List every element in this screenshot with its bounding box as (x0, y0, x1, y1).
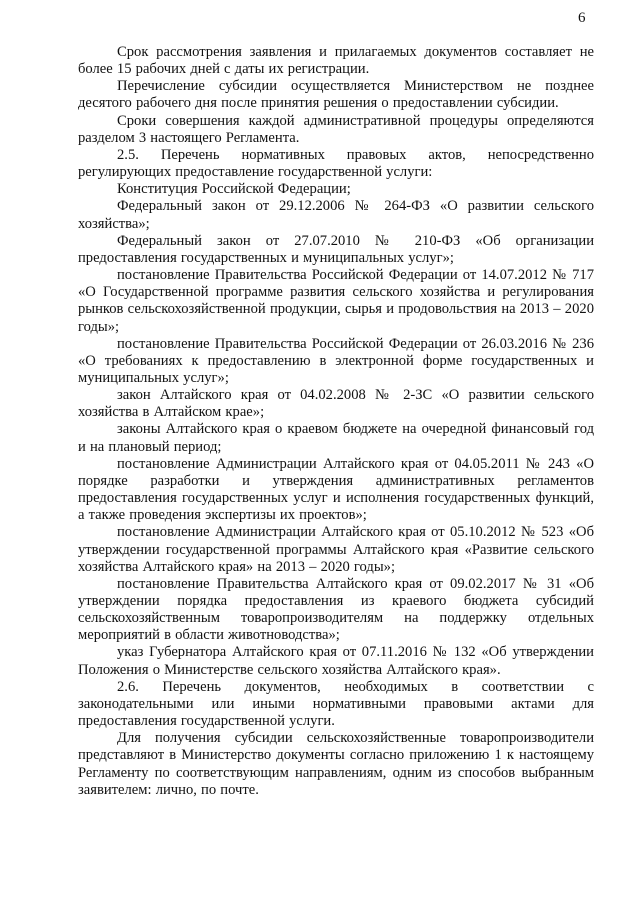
document-body (78, 44, 594, 799)
paragraph: закон Алтайского края от 04.02.2008 № 2-ЗС «О развитии сельского хозяйства в Алтайском крае»; (78, 387, 594, 421)
paragraph: постановление Правительства Российской Федерации от 14.07.2012 № 717 «О Государственной программе развития сельского хозяйства и регулирования рынков сельскохозяйственной продукции, сырья и продовольствия на 2013 – 2020 годы»; (78, 267, 594, 335)
paragraph: Федеральный закон от 27.07.2010 № 210-ФЗ «Об организации предоставления государственных и муниципальных услуг»; (78, 232, 594, 266)
paragraph: постановление Правительства Алтайского края от 09.02.2017 № 31 «Об утверждении порядка предоставления из краевого бюджета субсидий сельскохозяйственным товаропроизводителям на поддержку отдельных мероприятий в области животноводства»; (78, 575, 594, 644)
paragraph: Сроки совершения каждой административной процедуры определяются разделом 3 настоящего Регламента. (78, 112, 594, 146)
paragraph: постановление Администрации Алтайского края от 04.05.2011 № 243 «О порядке разработки и утверждения административных регламентов предоставления государственных услуг и исполнения государственных функций, а также проведения экспертизы их проектов»; (78, 455, 594, 524)
paragraph: Конституция Российской Федерации; (117, 181, 351, 198)
section-heading-2-6: 2.6. Перечень документов, необходимых в соответствии с законодательными или иными нормативными правовыми актами для предоставления государственной услуги. (78, 678, 594, 730)
paragraph: Срок рассмотрения заявления и прилагаемых документов составляет не более 15 рабочих дней с даты их регистрации. (78, 44, 594, 78)
paragraph: Для получения субсидии сельскохозяйственные товаропроизводители представляют в Министерство документы согласно приложению 1 к настоящему Регламенту по соответствующим направлениям, одним из способов выбранным заявителем: лично, по почте. (78, 730, 594, 798)
paragraph: постановление Правительства Российской Федерации от 26.03.2016 № 236 «О требованиях к предоставлению в электронной форме государственных и муниципальных услуг»; (78, 335, 594, 386)
section-heading-2-5: 2.5. Перечень нормативных правовых актов, непосредственно регулирующих предоставление государственной услуги: (78, 146, 594, 181)
paragraph: Перечисление субсидии осуществляется Министерством не позднее десятого рабочего дня после принятия решения о предоставлении субсидии. (78, 78, 594, 112)
paragraph: указ Губернатора Алтайского края от 07.11.2016 № 132 «Об утверждении Положения о Министерстве сельского хозяйства Алтайского края». (78, 644, 594, 678)
paragraph: Федеральный закон от 29.12.2006 № 264-ФЗ «О развитии сельского хозяйства»; (78, 198, 594, 232)
paragraph: постановление Администрации Алтайского края от 05.10.2012 № 523 «Об утверждении государственной программы Алтайского края «Развитие сельского хозяйства Алтайского края» на 2013 – 2020 годы»; (78, 524, 594, 575)
page-number: 6 (578, 10, 586, 26)
paragraph: законы Алтайского края о краевом бюджете на очередной финансовый год и на плановый период; (78, 421, 594, 455)
